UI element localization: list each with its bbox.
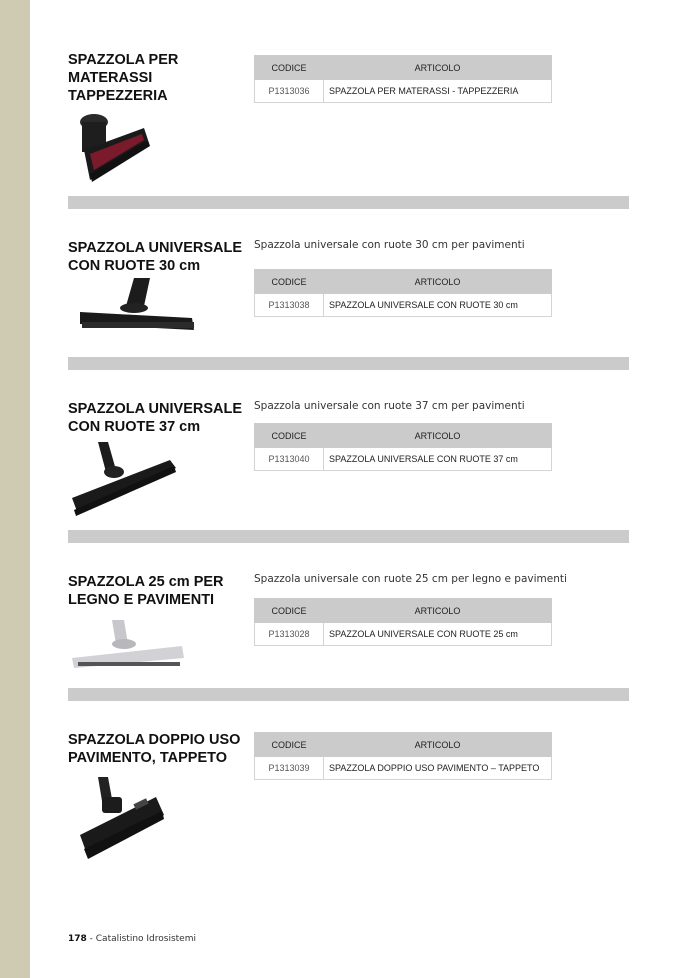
header-code: CODICE	[255, 56, 324, 80]
product-title: SPAZZOLA UNIVERSALE CON RUOTE 37 cm	[68, 401, 243, 435]
universal-brush-37-image	[70, 440, 180, 518]
product-code: P1313039	[255, 757, 324, 780]
table-row	[255, 294, 552, 317]
section-divider	[68, 688, 629, 701]
page-number: 178	[68, 934, 87, 944]
product-description: Spazzola universale con ruote 37 cm per pavimenti	[254, 400, 525, 412]
product-code: P1313036	[255, 80, 324, 103]
product-code: P1313028	[255, 623, 324, 646]
header-article: ARTICOLO	[324, 424, 552, 448]
page-footer	[68, 934, 196, 944]
product-table	[254, 598, 552, 646]
product-article: SPAZZOLA DOPPIO USO PAVIMENTO – TAPPETO	[324, 757, 552, 780]
product-table	[254, 269, 552, 317]
product-article: SPAZZOLA UNIVERSALE CON RUOTE 30 cm	[324, 294, 552, 317]
table-row	[255, 448, 552, 471]
table-row	[255, 757, 552, 780]
product-article: SPAZZOLA UNIVERSALE CON RUOTE 37 cm	[324, 448, 552, 471]
side-strip	[0, 0, 30, 978]
header-article: ARTICOLO	[324, 270, 552, 294]
product-table	[254, 732, 552, 780]
section-divider	[68, 530, 629, 543]
header-article: ARTICOLO	[324, 733, 552, 757]
header-code: CODICE	[255, 599, 324, 623]
table-row	[255, 80, 552, 103]
product-title: SPAZZOLA PER MATERASSI TAPPEZZERIA	[68, 52, 179, 104]
product-article: SPAZZOLA UNIVERSALE CON RUOTE 25 cm	[324, 623, 552, 646]
table-row	[255, 623, 552, 646]
dual-use-brush-image	[76, 775, 168, 861]
product-table	[254, 423, 552, 471]
product-title: SPAZZOLA 25 cm PER LEGNO E PAVIMENTI	[68, 574, 224, 608]
product-code: P1313038	[255, 294, 324, 317]
product-code: P1313040	[255, 448, 324, 471]
section-divider	[68, 357, 629, 370]
product-description: Spazzola universale con ruote 25 cm per legno e pavimenti	[254, 573, 567, 585]
product-article: SPAZZOLA PER MATERASSI - TAPPEZZERIA	[324, 80, 552, 103]
product-description: Spazzola universale con ruote 30 cm per pavimenti	[254, 239, 525, 251]
footer-text: - Catalistino Idrosistemi	[86, 934, 196, 944]
wood-floor-brush-25-image	[70, 618, 188, 672]
header-code: CODICE	[255, 424, 324, 448]
mattress-brush-image	[72, 110, 152, 186]
header-code: CODICE	[255, 733, 324, 757]
section-divider	[68, 196, 629, 209]
product-title: SPAZZOLA DOPPIO USO PAVIMENTO, TAPPETO	[68, 732, 241, 766]
universal-brush-30-image	[78, 276, 198, 336]
product-title: SPAZZOLA UNIVERSALE CON RUOTE 30 cm	[68, 240, 243, 274]
header-article: ARTICOLO	[324, 599, 552, 623]
header-code: CODICE	[255, 270, 324, 294]
header-article: ARTICOLO	[324, 56, 552, 80]
product-table	[254, 55, 552, 103]
